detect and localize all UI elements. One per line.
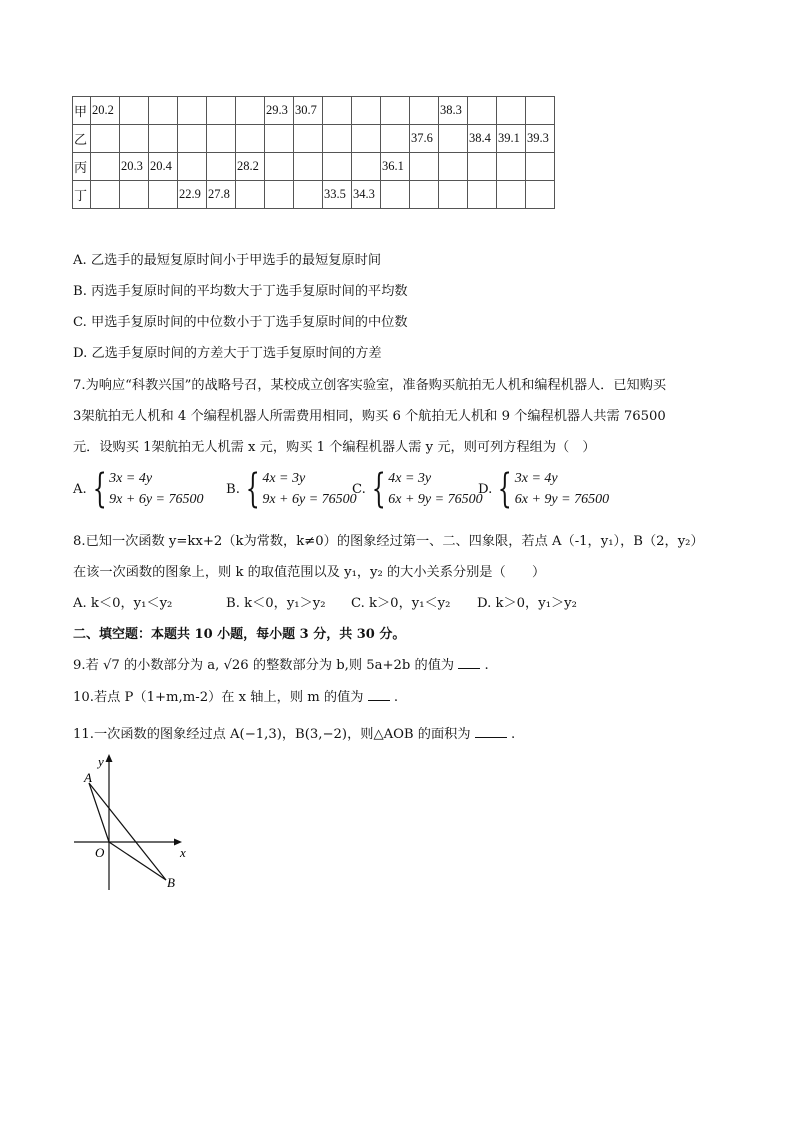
table-cell: [236, 97, 265, 125]
table-cell: [352, 125, 381, 153]
table-cell: [439, 181, 468, 209]
answer-blank: [458, 656, 480, 669]
q8-line-2: 在该一次函数的图象上，则 k 的取值范围以及 y₁，y₂ 的大小关系分别是（ ）: [73, 565, 546, 580]
table-row: [73, 97, 555, 125]
table-cell: [265, 181, 294, 209]
q8-line-1: 8.已知一次函数 y=kx+2（k为常数，k≠0）的图象经过第一、二、四象限，若点 A（-1，y₁），B（2，y₂）: [73, 534, 704, 549]
q6-option-d: D. 乙选手复原时间的方差大于丁选手复原时间的方差: [73, 346, 382, 361]
table-cell: 30.7: [294, 97, 323, 125]
q8-options: [73, 592, 633, 610]
q11-end: .: [510, 727, 516, 742]
table-cell: [178, 125, 207, 153]
row-label: 丙: [73, 153, 91, 181]
table-cell: [526, 97, 555, 125]
table-cell: 33.5: [323, 181, 352, 209]
y-label: y: [98, 754, 104, 769]
equation: 9x + 6y = 76500: [109, 492, 204, 507]
table-cell: [497, 153, 526, 181]
table-cell: [526, 153, 555, 181]
equation: 6x + 9y = 76500: [388, 492, 483, 507]
table-cell: [323, 153, 352, 181]
origin-label: O: [95, 845, 105, 860]
brace-icon: {: [498, 466, 513, 512]
q7-option-b: [226, 468, 357, 510]
equation: 4x = 3y: [388, 471, 432, 486]
brace-icon: {: [92, 466, 107, 512]
q7-option-c: [352, 468, 483, 510]
q7-option-a: [73, 468, 204, 510]
table-cell: [120, 125, 149, 153]
table-cell: [236, 125, 265, 153]
table-cell: [439, 153, 468, 181]
equation: 3x = 4y: [109, 471, 153, 486]
table-cell: 38.4: [468, 125, 497, 153]
table-cell: [294, 181, 323, 209]
table-cell: [468, 181, 497, 209]
table-row: [73, 153, 555, 181]
table-cell: [91, 125, 120, 153]
q11: [73, 723, 515, 742]
brace-icon: {: [245, 466, 260, 512]
table-cell: [265, 125, 294, 153]
equation: 4x = 3y: [262, 471, 306, 486]
q9-end: .: [484, 658, 489, 673]
coordinate-figure: [60, 750, 200, 895]
table-cell: [352, 97, 381, 125]
q11-text: 11.一次函数的图象经过点 A(−1,3)，B(3,−2)，则△AOB 的面积为: [73, 727, 471, 742]
table-cell: 20.3: [120, 153, 149, 181]
table-cell: [497, 97, 526, 125]
table-cell: 28.2: [236, 153, 265, 181]
option-label: B.: [226, 481, 240, 497]
x-label: x: [180, 845, 186, 860]
option-label: C.: [352, 481, 366, 497]
q10: [73, 686, 398, 705]
equation: 3x = 4y: [514, 471, 558, 486]
table-cell: [207, 153, 236, 181]
table-cell: 39.1: [497, 125, 526, 153]
row-label: 甲: [73, 97, 91, 125]
results-table: [72, 96, 555, 209]
table-cell: [468, 153, 497, 181]
table-cell: [91, 181, 120, 209]
q8-option-b: B. k＜0，y₁＞y₂: [226, 596, 326, 611]
answer-blank: [368, 688, 390, 701]
table-cell: [120, 181, 149, 209]
option-label: A.: [73, 481, 87, 497]
option-label: D.: [478, 481, 493, 497]
q7-line-2: 3架航拍无人机和 4 个编程机器人所需费用相同，购买 6 个航拍无人机和 9 个编程机器人共需 76500: [73, 409, 666, 424]
section-title: 二、填空题：本题共 10 小题，每小题 3 分，共 30 分。: [73, 627, 406, 642]
point-b-label: B: [167, 875, 175, 890]
q6-option-b: B. 丙选手复原时间的平均数大于丁选手复原时间的平均数: [73, 284, 408, 299]
table-cell: [323, 125, 352, 153]
q7-line-3: 元．设购买 1架航拍无人机需 x 元，购买 1 个编程机器人需 y 元，则可列方程组为（ ）: [73, 440, 596, 455]
table-cell: [149, 125, 178, 153]
table-cell: 34.3: [352, 181, 381, 209]
table-cell: [178, 153, 207, 181]
table-cell: [381, 125, 410, 153]
table-cell: [120, 97, 149, 125]
table-cell: [294, 153, 323, 181]
q7-line-1: 7.为响应“科教兴国”的战略号召，某校成立创客实验室，准备购买航拍无人机和编程机器人．已知购买: [73, 378, 667, 393]
table-cell: [352, 153, 381, 181]
table-cell: [149, 181, 178, 209]
table-cell: 20.4: [149, 153, 178, 181]
table-row: [73, 181, 555, 209]
table-cell: 39.3: [526, 125, 555, 153]
table-cell: 20.2: [91, 97, 120, 125]
table-cell: [410, 181, 439, 209]
table-cell: 22.9: [178, 181, 207, 209]
table-cell: [207, 125, 236, 153]
segment-ob: [109, 842, 166, 880]
y-axis-arrow: [106, 754, 113, 762]
table-cell: 29.3: [265, 97, 294, 125]
table-cell: 36.1: [381, 153, 410, 181]
table-cell: 38.3: [439, 97, 468, 125]
q7-option-d: [478, 468, 609, 510]
q8-option-d: D. k＞0，y₁＞y₂: [477, 596, 577, 611]
table-cell: [149, 97, 178, 125]
q9: [73, 654, 489, 673]
table-cell: [207, 97, 236, 125]
q9-text: 9.若 √7 的小数部分为 a, √26 的整数部分为 b,则 5a+2b 的值为: [73, 658, 455, 673]
point-a-label: A: [84, 770, 92, 785]
table-cell: [439, 125, 468, 153]
brace-icon: {: [371, 466, 386, 512]
segment-oa: [89, 783, 109, 842]
q8-option-c: C. k＞0，y₁＜y₂: [351, 596, 451, 611]
table-cell: [410, 153, 439, 181]
table-cell: [265, 153, 294, 181]
table-cell: [178, 97, 207, 125]
answer-blank: [475, 725, 507, 738]
table-cell: [381, 181, 410, 209]
table-cell: 37.6: [410, 125, 439, 153]
table-cell: 27.8: [207, 181, 236, 209]
table-cell: [381, 97, 410, 125]
table-cell: [236, 181, 265, 209]
equation: 9x + 6y = 76500: [262, 492, 357, 507]
q6-option-a: A. 乙选手的最短复原时间小于甲选手的最短复原时间: [73, 253, 382, 268]
table-row: [73, 125, 555, 153]
table-cell: [323, 97, 352, 125]
row-label: 乙: [73, 125, 91, 153]
equation: 6x + 9y = 76500: [514, 492, 610, 507]
row-label: 丁: [73, 181, 91, 209]
line-ab: [89, 783, 166, 880]
table-cell: [497, 181, 526, 209]
table-cell: [91, 153, 120, 181]
table-cell: [526, 181, 555, 209]
q10-text: 10.若点 P（1+m,m-2）在 x 轴上，则 m 的值为: [73, 690, 364, 705]
table-cell: [410, 97, 439, 125]
q6-option-c: C. 甲选手复原时间的中位数小于丁选手复原时间的中位数: [73, 315, 408, 330]
table-cell: [294, 125, 323, 153]
table-cell: [468, 97, 497, 125]
q10-end: .: [393, 690, 399, 705]
q8-option-a: A. k＜0，y₁＜y₂: [73, 596, 173, 611]
